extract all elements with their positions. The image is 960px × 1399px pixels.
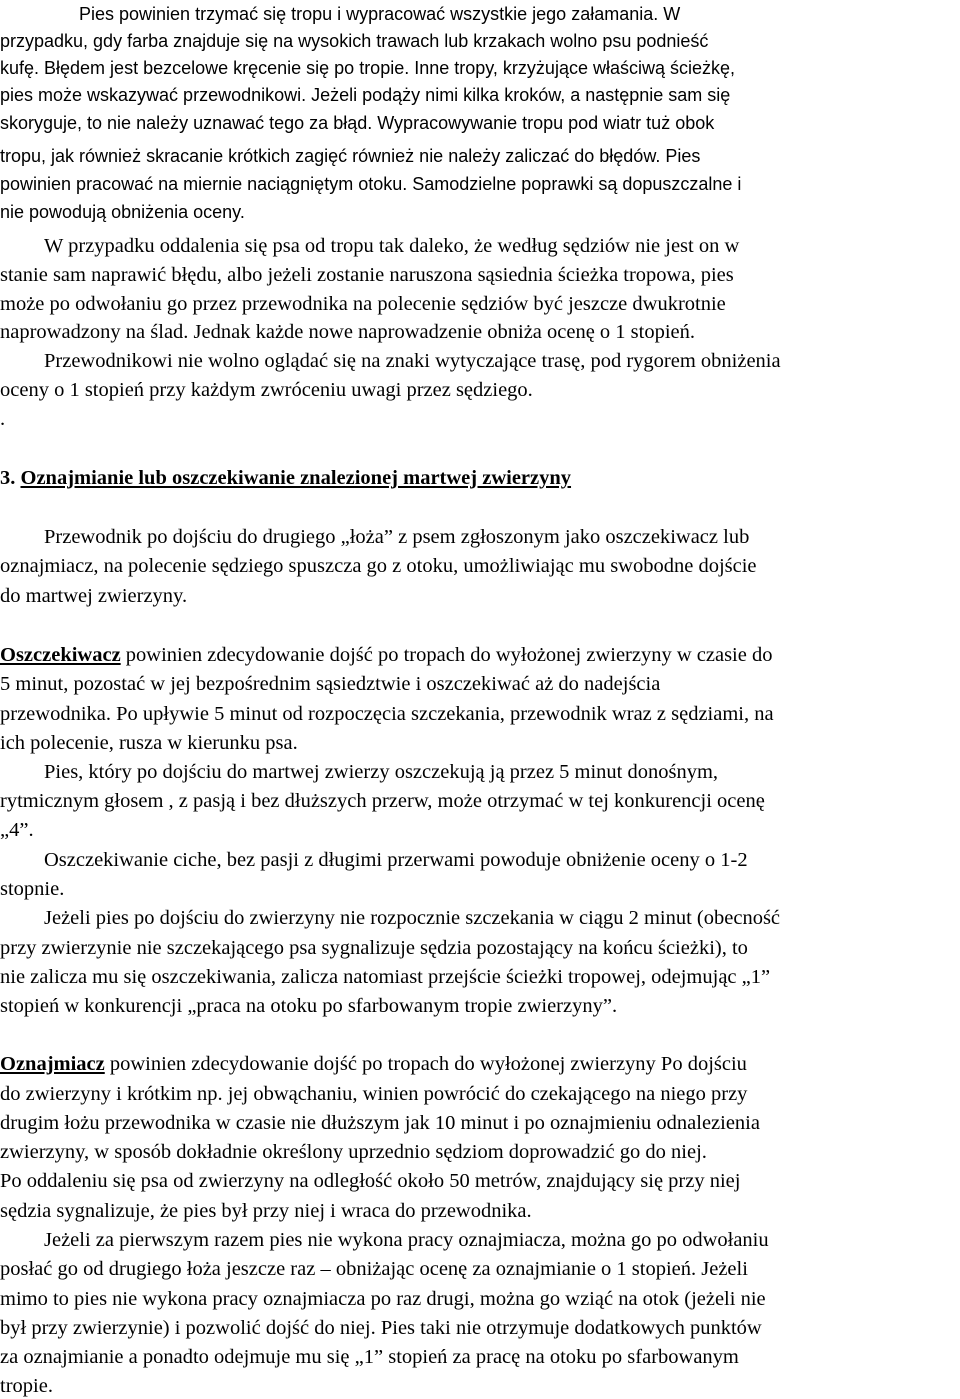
- announcer-line-10: był przy zwierzynie) i pozwolić dojść do niej. Pies taki nie otrzymuje dodatkowych punktów: [0, 1317, 762, 1339]
- intro-line-2: oznajmiacz, na polecenie sędziego spuszcza go z otoku, umożliwiając mu swobodne dojście: [0, 555, 757, 577]
- barker-line-6: rytmicznym głosem , z pasją i bez dłuższych przerw, może otrzymać w tej konkurencji ocenę: [0, 790, 765, 812]
- barker-term: Oszczekiwacz: [0, 644, 121, 666]
- announcer-line-3: drugim łożu przewodnika w czasie nie dłuższym jak 10 minut i po oznajmieniu odnalezienia: [0, 1112, 760, 1134]
- barker-line-10: Jeżeli pies po dojściu do zwierzyny nie rozpocznie szczekania w ciągu 2 minut (obecność: [44, 907, 781, 929]
- intro-line-3: do martwej zwierzyny.: [0, 585, 188, 607]
- section2-line-6: oceny o 1 stopień przy każdym zwróceniu uwagi przez sędziego.: [0, 379, 533, 401]
- announcer-line-6: sędzia sygnalizuje, że pies był przy niej i wraca do przewodnika.: [0, 1200, 532, 1222]
- section1-line-5: skoryguje, to nie należy uznawać tego za błąd. Wypracowywanie tropu pod wiatr tuż obok: [0, 113, 715, 133]
- section1-line-6: tropu, jak również skracanie krótkich zagięć również nie należy zaliczać do błędów. Pies: [0, 146, 701, 166]
- announcer-line-2: do zwierzyny i krótkim np. jej obwąchaniu, winien powrócić do czekającego na niego przy: [0, 1083, 748, 1105]
- announcer-line-11: za oznajmianie a ponadto odejmuje mu się „1” stopień za pracę na otoku po sfarbowanym: [0, 1346, 739, 1368]
- heading-number: 3.: [0, 467, 16, 489]
- section1-line-3: kufę. Błędem jest bezcelowe kręcenie się po tropie. Inne tropy, krzyżujące właściwą ścieżkę,: [0, 58, 736, 78]
- announcer-line-9: mimo to pies nie wykona pracy oznajmiacza po raz drugi, można go wziąć na otok (jeżeli nie: [0, 1288, 766, 1310]
- barker-line-13: stopień w konkurencji „praca na otoku po sfarbowanym tropie zwierzyny”.: [0, 995, 618, 1017]
- intro-line-1: Przewodnik po dojściu do drugiego „łoża” z psem zgłoszonym jako oszczekiwacz lub: [44, 526, 750, 548]
- barker-line-3: przewodnika. Po upływie 5 minut od rozpoczęcia szczekania, przewodnik wraz z sędziami, na: [0, 703, 774, 725]
- barker-line-9: stopnie.: [0, 878, 65, 900]
- barker-line-2: 5 minut, pozostać w jej bezpośrednim sąsiedztwie i oszczekiwać aż do nadejścia: [0, 673, 661, 695]
- announcer-line-12: tropie.: [0, 1375, 53, 1397]
- announcer-line-8: posłać go od drugiego łoża jeszcze raz – obniżając ocenę za oznajmianie o 1 stopień. Jeżeli: [0, 1258, 748, 1280]
- section2-line-7: .: [0, 408, 6, 430]
- heading-title: Oznajmianie lub oszczekiwanie znalezionej martwej zwierzyny: [20, 467, 572, 489]
- announcer-term: Oznajmiacz: [0, 1053, 105, 1075]
- barker-line-1-rest: powinien zdecydowanie dojść po tropach do wyłożonej zwierzyny w czasie do: [120, 644, 773, 666]
- announcer-line-4: zwierzyny, w sposób dokładnie określony uprzednio sędziom doprowadzić go do niej.: [0, 1141, 707, 1163]
- section1-line-7: powinien pracować na miernie naciągniętym otoku. Samodzielne poprawki są dopuszczalne i: [0, 174, 742, 194]
- section1-line-8: nie powodują obniżenia oceny.: [0, 202, 245, 222]
- section2-line-1: W przypadku oddalenia się psa od tropu tak daleko, że według sędziów nie jest on w: [44, 235, 740, 257]
- section2-line-4: naprowadzony na ślad. Jednak każde nowe naprowadzenie obniża ocenę o 1 stopień.: [0, 321, 696, 343]
- barker-line-11: przy zwierzynie nie szczekającego psa sygnalizuje sędzia pozostający na końcu ścieżki), to: [0, 937, 748, 959]
- barker-line-1: [0, 645, 772, 666]
- section1-line-4: pies może wskazywać przewodnikowi. Jeżeli podąży nimi kilka kroków, a następnie sam się: [0, 85, 731, 105]
- barker-line-4: ich polecenie, rusza w kierunku psa.: [0, 732, 298, 754]
- section2-line-2: stanie sam naprawić błędu, albo jeżeli zostanie naruszona sąsiednia ścieżka tropowa, pies: [0, 264, 734, 286]
- section2-line-5: Przewodnikowi nie wolno oglądać się na znaki wytyczające trasę, pod rygorem obniżenia: [44, 350, 781, 372]
- barker-line-7: „4”.: [0, 819, 34, 841]
- section-heading: [0, 468, 571, 489]
- barker-line-12: nie zalicza mu się oszczekiwania, zalicza natomiast przejście ścieżki tropowej, odejmując „1”: [0, 966, 771, 988]
- barker-line-8: Oszczekiwanie ciche, bez pasji z długimi przerwami powoduje obniżenie oceny o 1-2: [44, 849, 748, 871]
- announcer-line-1-rest: powinien zdecydowanie dojść po tropach do wyłożonej zwierzyny Po dojściu: [104, 1053, 747, 1075]
- announcer-line-1: [0, 1054, 747, 1075]
- section1-line-1: Pies powinien trzymać się tropu i wypracować wszystkie jego załamania. W: [79, 4, 681, 24]
- announcer-line-5: Po oddaleniu się psa od zwierzyny na odległość około 50 metrów, znajdujący się przy niej: [0, 1170, 741, 1192]
- announcer-line-7: Jeżeli za pierwszym razem pies nie wykona pracy oznajmiacza, można go po odwołaniu: [44, 1229, 769, 1251]
- section2-line-3: może po odwołaniu go przez przewodnika na polecenie sędziów być jeszcze dwukrotnie: [0, 293, 726, 315]
- section1-line-2: przypadku, gdy farba znajduje się na wysokich trawach lub krzakach wolno psu podnieść: [0, 31, 709, 51]
- barker-line-5: Pies, który po dojściu do martwej zwierzy oszczekują ją przez 5 minut donośnym,: [44, 761, 719, 783]
